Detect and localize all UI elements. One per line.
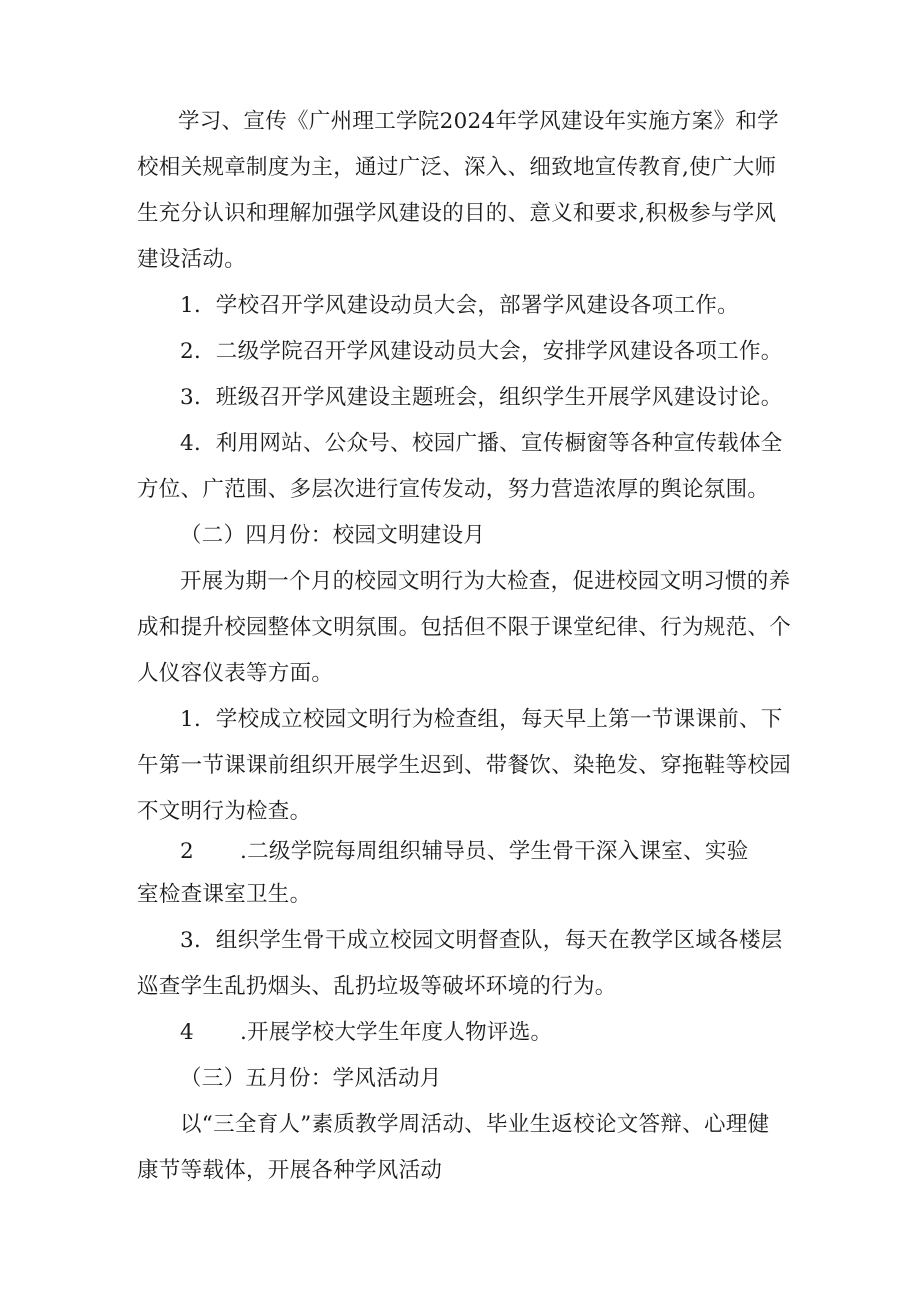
paragraph-line: 生充分认识和理解加强学风建设的目的、意义和要求,积极参与学风 (137, 201, 777, 226)
list-item-line: 2．二级学院召开学风建设动员大会，安排学风建设各项工作。 (180, 339, 783, 364)
paragraph-line: 学习、宣传《广州理工学院2024年学风建设年实施方案》和学 (178, 109, 779, 134)
list-item-line: 3．班级召开学风建设主题班会，组织学生开展学风建设讨论。 (180, 385, 783, 410)
section-heading: （三）五月份：学风活动月 (180, 1066, 442, 1091)
paragraph-line: 以“三全育人”素质教学周活动、毕业生返校论文答辩、心理健 (180, 1112, 770, 1137)
paragraph-line: 康节等载体，开展各种学风活动 (137, 1158, 443, 1183)
paragraph-line: 成和提升校园整体文明氛围。包括但不限于课堂纪律、行为规范、个 (137, 615, 792, 640)
list-item-line: .开展学校大学生年度人物评选。 (240, 1020, 553, 1045)
list-item-line: 方位、广范围、多层次进行宣传发动，努力营造浓厚的舆论氛围。 (137, 477, 770, 502)
list-item-line: 不文明行为检查。 (137, 799, 312, 824)
list-item-line: 1．学校成立校园文明行为检查组，每天早上第一节课课前、下 (180, 707, 783, 732)
list-item-line: 巡查学生乱扔烟头、乱扔垃圾等破坏环境的行为。 (137, 974, 617, 999)
list-item-line: 3．组织学生骨干成立校园文明督查队，每天在教学区域各楼层 (180, 928, 783, 953)
list-item-line: .二级学院每周组织辅导员、学生骨干深入课室、实验 (240, 839, 749, 864)
list-item-line: 午第一节课课前组织开展学生迟到、带餐饮、染艳发、穿拖鞋等校园 (137, 753, 792, 778)
list-item-line: 室检查课室卫生。 (137, 882, 312, 907)
list-item-line: 4．利用网站、公众号、校园广播、宣传橱窗等各种宣传载体全 (180, 431, 783, 456)
paragraph-line: 开展为期一个月的校园文明行为大检查，促进校园文明习惯的养 (180, 569, 791, 594)
paragraph-line: 校相关规章制度为主，通过广泛、深入、细致地宣传教育,使广大师 (137, 155, 777, 180)
list-item-number: 2 (180, 839, 194, 864)
section-heading: （二）四月份：校园文明建设月 (180, 523, 486, 548)
list-item-line: 1．学校召开学风建设动员大会，部署学风建设各项工作。 (180, 293, 739, 318)
paragraph-line: 人仪容仪表等方面。 (137, 661, 334, 686)
paragraph-line: 建设活动。 (137, 247, 247, 272)
list-item-number: 4 (180, 1020, 194, 1045)
